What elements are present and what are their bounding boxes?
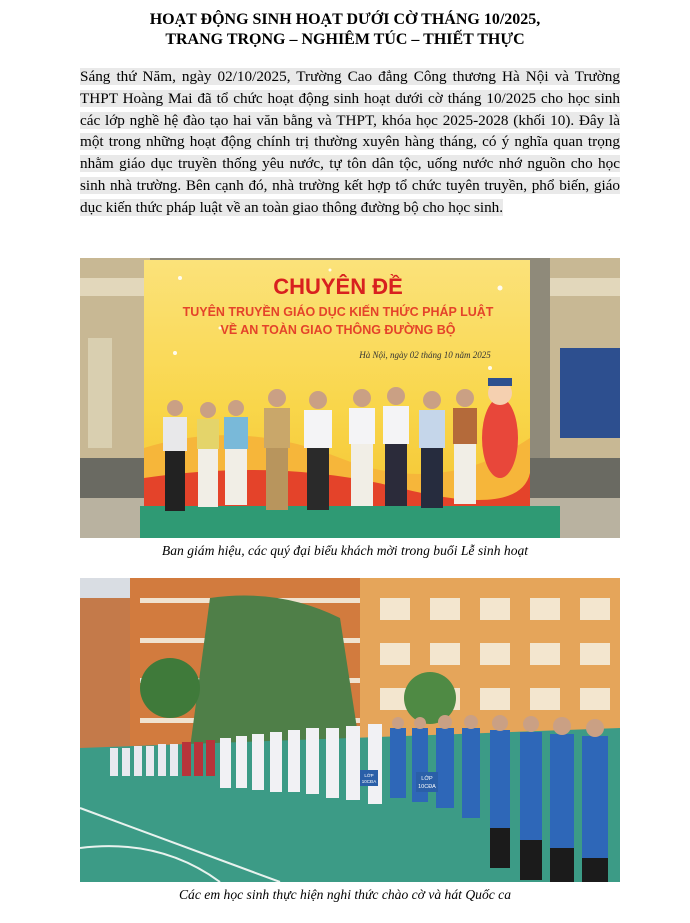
class-sign-2 <box>416 772 438 792</box>
photo-officials-image <box>80 258 620 538</box>
photo-students <box>80 578 620 882</box>
class-sign-2-class: 10CĐA <box>418 784 436 790</box>
photo-officials <box>80 258 620 538</box>
article-title <box>0 10 690 50</box>
class-sign-1-label: LỚP <box>364 773 374 778</box>
photo-officials-caption: Ban giám hiệu, các quý đại biểu khách mời trong buổi Lễ sinh hoạt <box>161 543 529 558</box>
title-line-1: HOẠT ĐỘNG SINH HOẠT DƯỚI CỜ THÁNG 10/2025, <box>149 11 541 28</box>
class-sign-1 <box>360 770 378 786</box>
banner-line-1: TUYÊN TRUYỀN GIÁO DỤC KIẾN THỨC PHÁP LUẬT <box>182 305 494 319</box>
article-body <box>80 66 620 219</box>
class-sign-2-label: LỚP <box>421 776 433 782</box>
banner-title: CHUYÊN ĐỀ <box>273 274 403 299</box>
photo-students-caption: Các em học sinh thực hiện nghi thức chào cờ và hát Quốc ca <box>178 887 512 902</box>
title-line-2: TRANG TRỌNG – NGHIÊM TÚC – THIẾT THỰC <box>165 31 525 48</box>
banner-date: Hà Nội, ngày 02 tháng 10 năm 2025 <box>359 350 491 360</box>
officials-group <box>163 387 477 511</box>
banner-line-2: VỀ AN TOÀN GIAO THÔNG ĐƯỜNG BỘ <box>220 323 456 337</box>
photo-students-image <box>80 578 620 882</box>
class-sign-1-class: 10CĐA <box>361 779 377 784</box>
article-body-text: Sáng thứ Năm, ngày 02/10/2025, Trường Cao đẳng Công thương Hà Nội và Trường THPT Hoàng Mai đã tổ chức hoạt động sinh hoạt dưới cờ tháng 10/2025 cho học sinh các lớp nghề hệ đào tạo hai văn bằng và THPT, khóa học 2025-2028 (khối 10). Đây là một trong những hoạt động chính trị thường xuyên hàng tháng, có ý nghĩa quan trọng nhằm giáo dục truyền thống yêu nước, tự tôn dân tộc, uống nước nhớ nguồn cho học sinh nhà trường. Bên cạnh đó, nhà trường kết hợp tổ chức tuyên truyền, phổ biến, giáo dục kiến thức pháp luật về an toàn giao thông đường bộ cho học sinh. <box>80 68 620 216</box>
